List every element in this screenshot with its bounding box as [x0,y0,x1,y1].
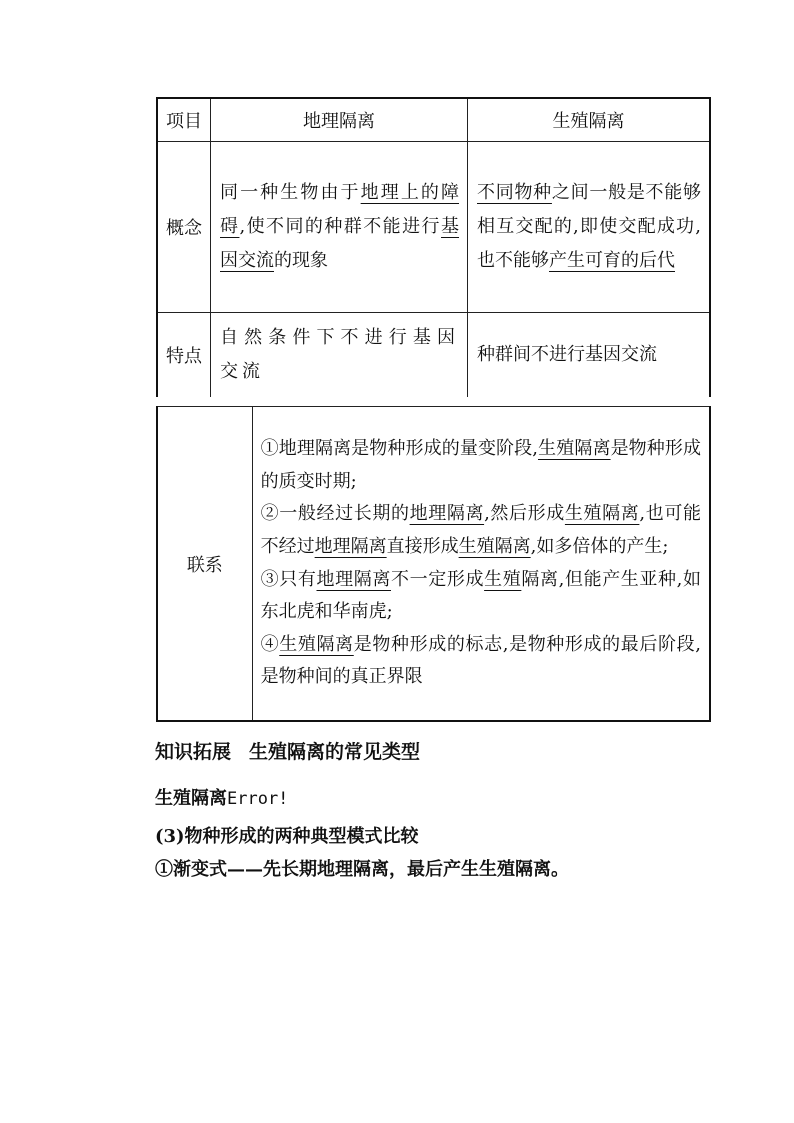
feature-row [157,313,710,398]
underlined-key-term: 地理隔离 [314,535,387,557]
feature-label: 特点 [157,313,211,398]
comparison-title: (3)物种形成的两种典型模式比较 [155,826,419,847]
header-item: 项目 [157,98,211,142]
concept-reproductive-cell [468,142,711,313]
text-segment: 同一种生物由于 [220,182,361,203]
gradual-mode-text: ①渐变式——先长期地理隔离，最后产生生殖隔离。 [155,859,569,880]
relation-item-4 [261,629,701,694]
header-reproductive-isolation: 生殖隔离 [468,98,711,142]
text-segment: 直接形成 [386,535,459,557]
concept-row [157,142,710,313]
underlined-key-term: 生殖 [484,568,522,590]
underlined-key-term: 地理隔离 [409,503,485,525]
concept-label: 概念 [157,142,211,313]
underlined-key-term: 基因交流 [220,216,460,271]
text-segment: 之间一般是不能够相互交配的,即使交配成功,也不能够 [477,182,702,271]
text-segment: ②一般经过长期的 [260,503,410,525]
relation-row [157,407,710,722]
relation-label: 联系 [157,407,252,722]
text-segment: 不一定形成 [391,568,485,590]
underlined-key-term: 产生可育的后代 [549,250,675,271]
concept-geographic-text [211,176,467,278]
text-segment: ③只有 [260,568,317,590]
table-header-row [157,98,710,142]
underlined-key-term: 不同物种 [477,182,552,203]
feature-reproductive-text: 种群间不进行基因交流 [477,344,657,365]
text-segment: 是物种形成的质变时期; [260,438,702,492]
text-segment: ,如多倍体的产生; [530,535,669,557]
reproductive-isolation-label: 生殖隔离 [155,788,227,809]
text-segment: ,使不同的种群不能进行 [239,216,442,237]
underlined-key-term: 地理上的障碍 [220,182,460,237]
feature-geographic-cell [211,313,468,398]
text-segment: ①地理隔离是物种形成的量变阶段, [260,438,538,460]
text-segment: ,然后形成 [484,503,565,525]
text-segment: ,也可能不经过 [260,503,701,557]
reproductive-isolation-line [155,784,288,810]
text-segment: 隔离,但能产生亚种,如东北虎和华南虎; [260,568,702,623]
text-segment: 的现象 [274,250,328,271]
concept-geographic-cell [211,142,468,313]
relation-cell [252,407,710,722]
text-segment: 是物种形成的标志,是物种形成的最后阶段,是物种间的真正界限 [260,633,702,688]
header-geographic-isolation: 地理隔离 [211,98,468,142]
relation-item-3 [261,564,701,629]
underlined-key-term: 生殖隔离 [458,535,531,557]
error-text: Error! [227,789,289,809]
underlined-key-term: 地理隔离 [316,568,391,590]
isolation-comparison-table [156,97,711,397]
underlined-key-term: 生殖隔离 [538,438,611,460]
relation-item-1 [261,433,701,498]
extension-tag: 知识拓展 [155,741,232,763]
relation-table [156,406,711,722]
text-segment: ④ [260,633,280,655]
extension-heading [155,737,420,764]
feature-geographic-text: 自然条件下不进行基因交流 [220,327,459,382]
concept-reproductive-text [468,176,709,278]
underlined-key-term: 生殖隔离 [564,503,640,525]
extension-title: 生殖隔离的常见类型 [249,741,421,763]
relation-text [253,425,709,702]
feature-reproductive-cell [468,313,711,398]
relation-item-2 [261,498,701,563]
underlined-key-term: 生殖隔离 [279,633,354,655]
